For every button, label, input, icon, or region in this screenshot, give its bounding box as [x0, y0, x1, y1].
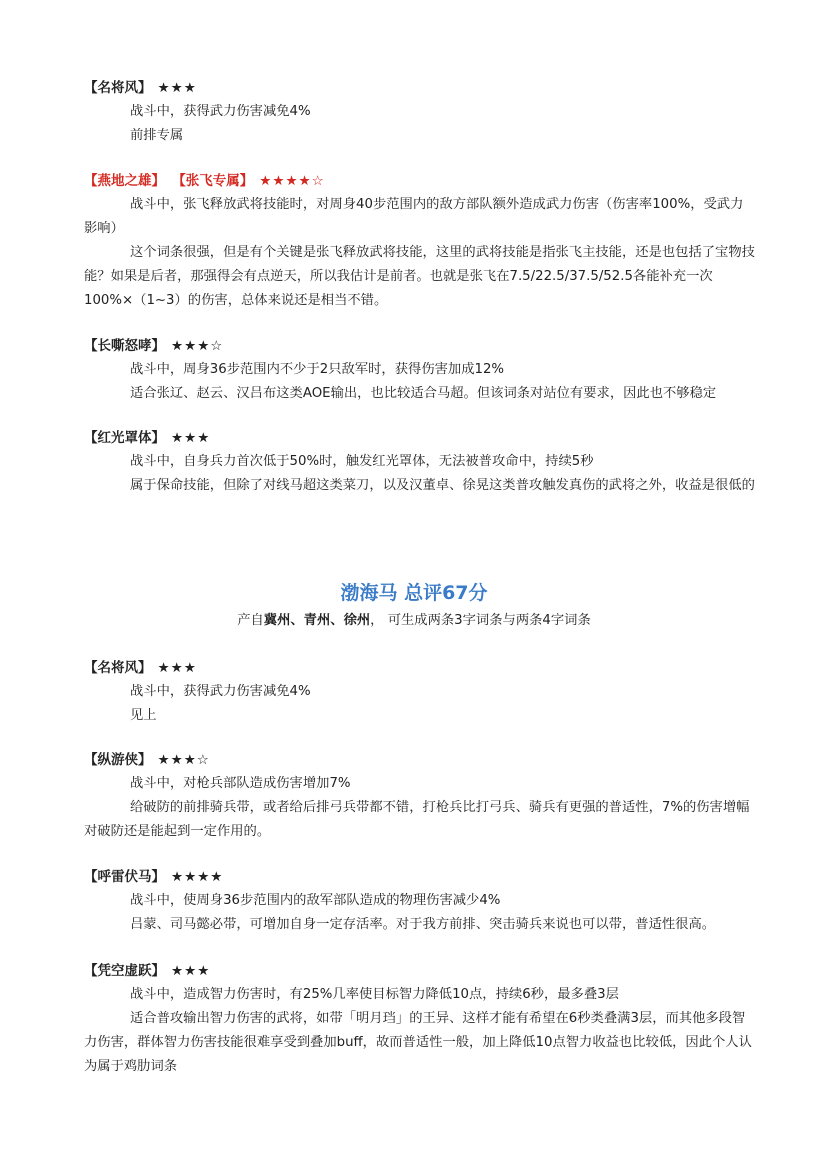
entry-hongguangzhaoti [84, 428, 756, 498]
entry-heading [84, 336, 756, 356]
entry-heading [84, 961, 756, 981]
star-rating: ★★★★ [171, 869, 224, 885]
entry-mingjiangfeng-2 [84, 658, 756, 728]
entry-heading [84, 428, 756, 448]
entry-comment: 吕蒙、司马懿必带，可增加自身一定存活率。对于我方前排、突击骑兵来说也可以带，普适性很高。 [130, 917, 716, 932]
star-rating: ★★★ [171, 963, 211, 979]
entry-effect: 战斗中，自身兵力首次低于50%时，触发红光罩体，无法被普攻命中，持续5秒 [130, 454, 594, 469]
entry-comment: 适合张辽、赵云、汉吕布这类AOE输出，也比较适合马超。但该词条对站位有要求，因此也不够稳定 [130, 386, 717, 401]
entry-name: 【纵游侠】 [84, 752, 152, 768]
entry-name: 【长嘶怒哮】 [84, 338, 165, 354]
star-rating: ★★★★☆ [259, 173, 325, 189]
entry-comment: 见上 [130, 708, 157, 723]
entry-mingjiangfeng [84, 78, 756, 148]
entry-effect: 战斗中，获得武力伤害减免4% [130, 684, 311, 699]
entry-effect: 战斗中，张飞释放武将技能时，对周身40步范围内的敌方部队额外造成武力伤害（伤害率100%，受武力影响） [84, 197, 744, 236]
star-rating: ★★★ [157, 660, 197, 676]
section-subtitle [0, 610, 828, 632]
entry-name: 【凭空虚跃】 [84, 963, 165, 979]
entry-effect: 战斗中，使周身36步范围内的敌军部队造成的物理伤害减少4% [130, 893, 501, 908]
star-rating: ★★★ [171, 430, 211, 446]
section-title: 渤海马 总评67分 [340, 582, 488, 604]
entry-name: 【名将风】 [84, 80, 152, 96]
subtitle-suffix: ， 可生成两条3字词条与两条4字词条 [370, 613, 591, 628]
entry-effect: 战斗中，造成智力伤害时，有25%几率使目标智力降低10点，持续6秒，最多叠3层 [130, 987, 619, 1002]
subtitle-prefix: 产自 [237, 613, 264, 628]
entry-heading [84, 867, 756, 887]
entry-heading [84, 171, 756, 191]
entry-comment: 这个词条很强，但是有个关键是张飞释放武将技能，这里的武将技能是指张飞主技能，还是也包括了宝物技能？如果是后者，那强得会有点逆天，所以我估计是前者。也就是张飞在7.5/22.5/37.5/52.5各能补充一次100%×（1~3）的伤害，总体来说还是相当不错。 [84, 245, 755, 308]
entry-changsinuxiao [84, 336, 756, 406]
entry-heading [84, 78, 756, 98]
entry-zongyouxia [84, 750, 756, 844]
entry-comment: 前排专属 [130, 128, 184, 143]
entry-name: 【名将风】 [84, 660, 152, 676]
entry-heading [84, 750, 756, 770]
entry-name: 【燕地之雄】 [84, 173, 165, 189]
entry-name: 【红光罩体】 [84, 430, 165, 446]
entry-comment: 属于保命技能，但除了对线马超这类菜刀，以及汉董卓、徐晃这类普攻触发真伤的武将之外，收益是很低的 [130, 478, 755, 493]
entry-effect: 战斗中，周身36步范围内不少于2只敌军时，获得伤害加成12% [130, 362, 505, 377]
entry-name: 【呼雷伏马】 [84, 869, 165, 885]
entry-yandizhixiong [84, 171, 756, 313]
entry-comment: 适合普攻输出智力伤害的武将，如带「明月珰」的王异、这样才能有希望在6秒类叠满3层，而其他多段智力伤害，群体智力伤害技能很难享受到叠加buff，故而普适性一般，加上降低10点智力收益也比较低，因此个人认为属于鸡肋词条 [84, 1011, 752, 1074]
exclusive-tag: 【张飞专属】 [179, 173, 254, 189]
entry-pingkongxuyue [84, 961, 756, 1079]
subtitle-places: 冀州、青州、徐州 [263, 613, 371, 628]
entry-effect: 战斗中，对枪兵部队造成伤害增加7% [130, 776, 351, 791]
entry-comment: 给破防的前排骑兵带，或者给后排弓兵带都不错，打枪兵比打弓兵、骑兵有更强的普适性，7%的伤害增幅对破防还是能起到一定作用的。 [84, 800, 750, 839]
entry-heading [84, 658, 756, 678]
star-rating: ★★★☆ [171, 338, 224, 354]
star-rating: ★★★☆ [157, 752, 210, 768]
entry-huleifuma [84, 867, 756, 937]
entry-effect: 战斗中，获得武力伤害减免4% [130, 104, 311, 119]
star-rating: ★★★ [157, 80, 197, 96]
